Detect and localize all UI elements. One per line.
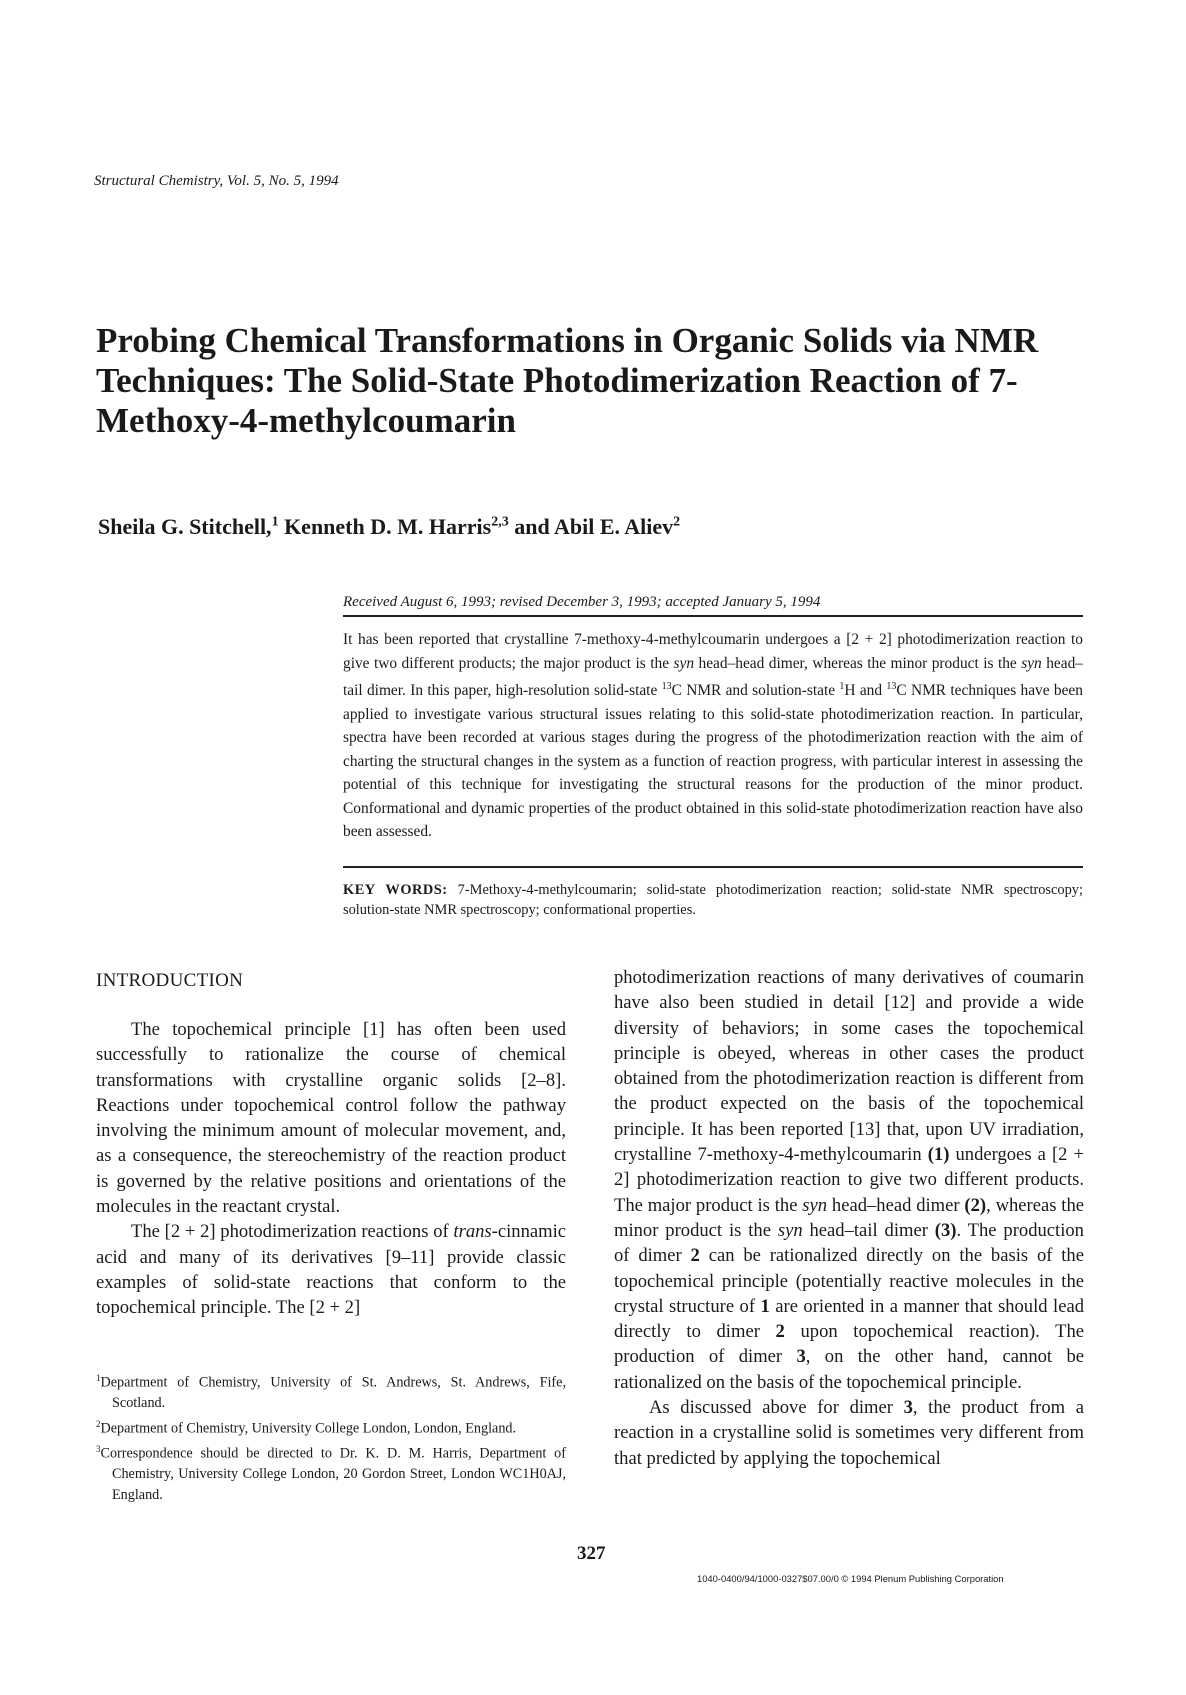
- section-heading-introduction: INTRODUCTION: [96, 970, 244, 991]
- author-1: Sheila G. Stitchell,: [98, 514, 272, 539]
- paper-title: Probing Chemical Transformations in Organic Solids via NMR Techniques: The Solid-State Photodimerization Reaction of 7-Methoxy-4-methylcoumarin: [96, 321, 1039, 440]
- received-dates: Received August 6, 1993; revised December 3, 1993; accepted January 5, 1994: [343, 594, 821, 610]
- page-number: 327: [577, 1543, 606, 1564]
- footnote-2: $^2$Department of Chemistry, University College London, London, England.: [96, 1418, 517, 1437]
- abstract-bottom-rule: [343, 866, 1083, 868]
- intro-paragraph-1: The topochemical principle [1] has often been used successfully to rationalize the course of chemical transformations with crystalline organic solids [2–8]. Reactions under topochemical control follow the pathway involving the minimum amount of molecular movement, and, as a consequence, the stereochemistry of the reaction product is governed by the relative positions and orientations of the molecules in the reactant crystal.: [96, 1019, 566, 1218]
- author-list: [98, 514, 680, 540]
- keywords-label: KEY WORDS:: [343, 882, 448, 898]
- journal-citation: Structural Chemistry, Vol. 5, No. 5, 1994: [94, 173, 339, 189]
- copyright-line: 1040-0400/94/1000-0327$07.00/0 © 1994 Plenum Publishing Corporation: [697, 1573, 1004, 1584]
- author-3-affiliation: 2: [673, 514, 681, 530]
- abstract-top-rule: [343, 615, 1083, 617]
- author-3: and Abil E. Aliev: [514, 514, 674, 539]
- right-column: [614, 965, 1084, 1471]
- abstract: It has been reported that crystalline 7-methoxy-4-methylcoumarin undergoes a [2 + 2] photodimerization reaction to give two different products; the major product is the syn head–head dimer, whereas the minor product is the syn head–tail dimer. In this paper, high-resolution solid-state $^{13}$C NMR and solution-state $^1$H and $^{13}$C NMR techniques have been applied to investigate various structural issues relating to this solid-state photodimerization reaction. In particular, spectra have been recorded at various stages during the progress of the photodimerization reaction with the aim of charting the structural changes in the system as a function of reaction progress, with particular interest in assessing the potential of this technique for investigating the structural reasons for the production of the minor product. Conformational and dynamic properties of the product obtained in this solid-state photodimerization reaction have also been assessed.: [343, 631, 1083, 841]
- footnote-1: $^1$Department of Chemistry, University of St. Andrews, St. Andrews, Fife, Scotland.: [96, 1373, 566, 1412]
- author-1-affiliation: 1: [271, 514, 279, 530]
- author-2: Kenneth D. M. Harris: [284, 514, 492, 539]
- col2-paragraph-1: photodimerization reactions of many derivatives of coumarin have also been studied in detail [12] and provide a wide diversity of behaviors; in some cases the topochemical principle is obeyed, whereas in other cases the product obtained from the photodimerization reaction is different from the product expected on the basis of the topochemical principle. It has been reported [13] that, upon UV irradiation, crystalline 7-methoxy-4-methylcoumarin (1) undergoes a [2 + 2] photodimerization reaction to give two different products. The major product is the syn head–head dimer (2), whereas the minor product is the syn head–tail dimer (3). The production of dimer 2 can be rationalized directly on the basis of the topochemical principle (potentially reactive molecules in the crystal structure of 1 are oriented in a manner that should lead directly to dimer 2 upon topochemical reaction). The production of dimer 3, on the other hand, cannot be rationalized on the basis of the topochemical principle.: [614, 967, 1085, 1393]
- keywords-text: 7-Methoxy-4-methylcoumarin; solid-state photodimerization reaction; solid-state NMR spectroscopy; solution-state NMR spectroscopy; conformational properties.: [343, 882, 1084, 918]
- keywords: [343, 880, 1083, 920]
- col2-paragraph-2: As discussed above for dimer 3, the product from a reaction in a crystalline solid is sometimes very different from that predicted by applying the topochemical: [614, 1397, 1084, 1469]
- left-column: [96, 1017, 566, 1321]
- footnotes: [96, 1368, 566, 1505]
- footnote-3: $^3$Correspondence should be directed to Dr. K. D. M. Harris, Department of Chemistry, University College London, 20 Gordon Street, London WC1H0AJ, England.: [96, 1443, 566, 1503]
- intro-paragraph-2: The [2 + 2] photodimerization reactions of trans-cinnamic acid and many of its derivatives [9–11] provide classic examples of solid-state reactions that conform to the topochemical principle. The [2 + 2]: [96, 1221, 566, 1319]
- author-2-affiliation: 2,3: [491, 514, 509, 530]
